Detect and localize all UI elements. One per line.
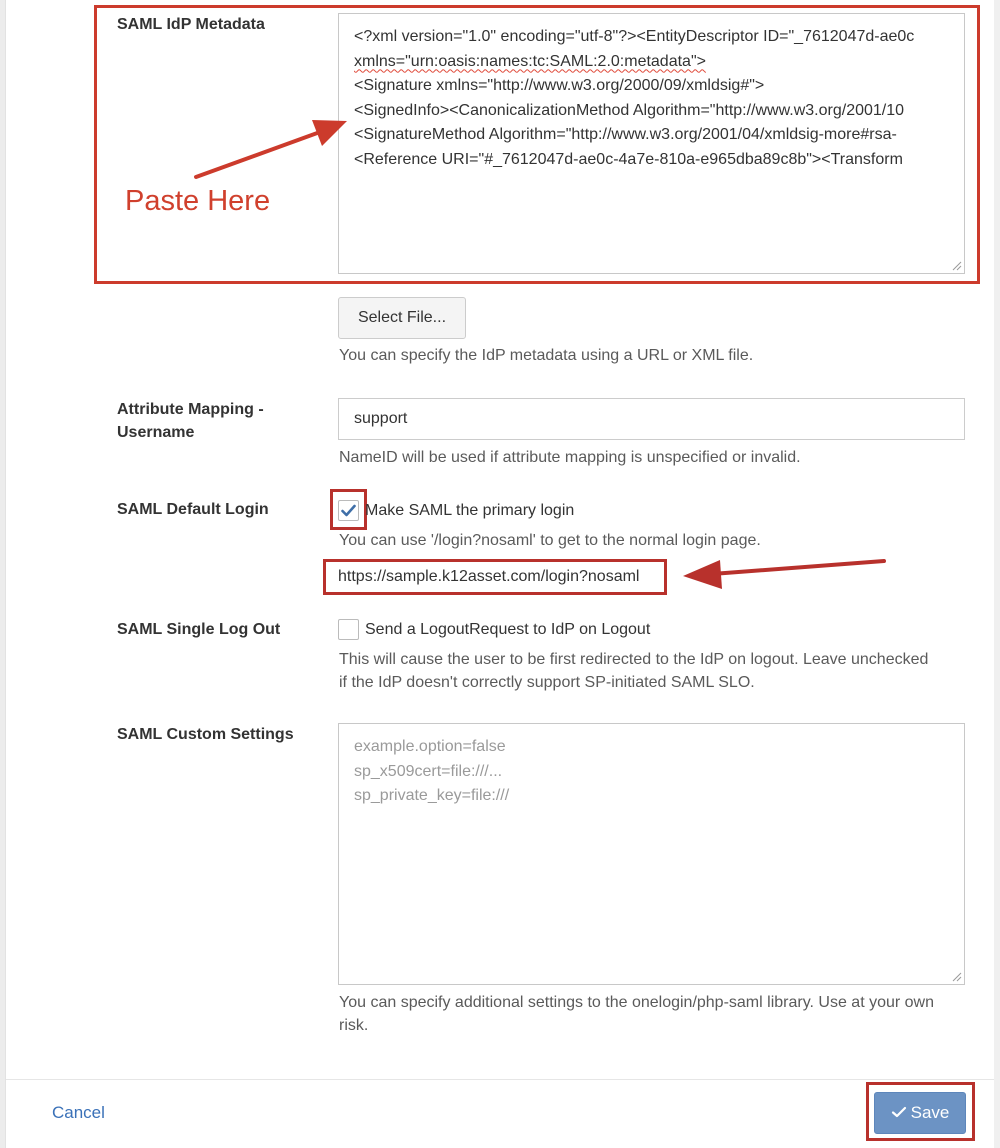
metadata-line: <SignedInfo><CanonicalizationMethod Algorithm="http://www.w3.org/2001/10: [354, 101, 905, 119]
select-file-button[interactable]: Select File...: [338, 297, 466, 339]
metadata-line: xmlns="urn:oasis:names:tc:SAML:2.0:metadata">: [354, 52, 706, 70]
paste-here-annotation: Paste Here: [125, 185, 271, 217]
metadata-line: <SignatureMethod Algorithm="http://www.w3.org/2001/04/xmldsig-more#rsa-: [354, 126, 897, 143]
cancel-link[interactable]: Cancel: [52, 1103, 105, 1122]
placeholder-line: sp_x509cert=file:///...: [354, 762, 503, 780]
default-login-help-text: You can use '/login?nosaml' to get to the normal login page.: [339, 532, 761, 549]
default-login-checkbox-label[interactable]: Make SAML the primary login: [365, 502, 575, 519]
saml-metadata-label: SAML IdP Metadata: [117, 16, 265, 33]
nosaml-url-text: https://sample.k12asset.com/login?nosaml: [338, 568, 640, 585]
metadata-line: <Signature xmlns="http://www.w3.org/2000/09/xmldsig#">: [354, 77, 765, 94]
single-logout-help-text: This will cause the user to be first redirected to the IdP on logout. Leave unchecked if the IdP doesn't correctly support SP-initiated SAML SLO.: [339, 651, 929, 691]
attribute-mapping-label: Attribute Mapping - Username: [117, 401, 264, 441]
single-logout-checkbox-label[interactable]: Send a LogoutRequest to IdP on Logout: [365, 621, 651, 638]
metadata-line: <?xml version="1.0" encoding="utf-8"?><EntityDescriptor ID="_7612047d-ae0c: [354, 28, 915, 45]
default-login-label: SAML Default Login: [117, 501, 269, 518]
single-logout-label: SAML Single Log Out: [117, 621, 281, 638]
placeholder-line: example.option=false: [354, 738, 506, 755]
custom-settings-label: SAML Custom Settings: [117, 726, 294, 743]
paste-arrow-icon: [196, 120, 347, 177]
placeholder-line: sp_private_key=file:///: [354, 787, 510, 804]
custom-settings-help-text: You can specify additional settings to the onelogin/php-saml library. Use at your own risk.: [339, 994, 935, 1034]
attribute-mapping-username-input[interactable]: support: [338, 398, 965, 440]
save-label: Save: [910, 1103, 950, 1122]
attribute-mapping-help-text: NameID will be used if attribute mapping is unspecified or invalid.: [339, 449, 801, 466]
metadata-line: <Reference URI="#_7612047d-ae0c-4a7e-810a-e965dba89c8b"><Transform: [354, 150, 903, 168]
url-arrow-icon: [683, 560, 884, 589]
metadata-help-text: You can specify the IdP metadata using a URL or XML file.: [339, 347, 754, 364]
